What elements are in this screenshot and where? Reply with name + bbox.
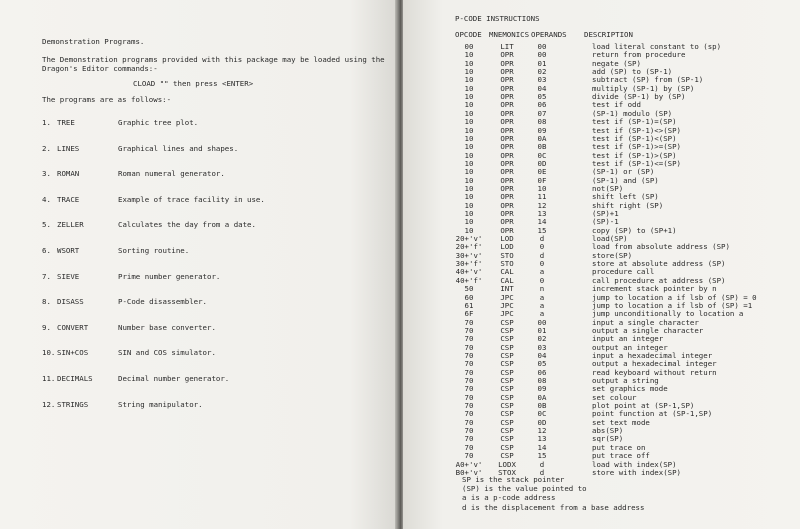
mnemonic-cell: CSP — [500, 325, 514, 335]
program-number: 8. — [42, 297, 51, 307]
operand-cell: 0 — [539, 275, 545, 285]
opcode-cell: 10 — [464, 183, 474, 193]
program-description: Decimal number generator. — [118, 374, 230, 383]
description-cell: load with index(SP) — [592, 459, 677, 469]
operand-cell: a — [539, 292, 545, 302]
mnemonic-cell: JPC — [500, 300, 514, 310]
description-cell: (SP-1) or (SP) — [592, 167, 655, 177]
opcode-cell: 10 — [464, 225, 474, 235]
description-cell: (SP)-1 — [592, 217, 619, 227]
description-cell: store(SP) — [592, 250, 633, 260]
opcode-cell: 70 — [464, 325, 474, 335]
program-name: SIEVE — [57, 271, 80, 281]
description-cell: set text mode — [592, 417, 650, 427]
mnemonic-cell: CSP — [500, 384, 514, 394]
operand-cell: 0 — [539, 242, 545, 252]
header-operands: OPERANDS — [531, 30, 567, 39]
opcode-cell: 10 — [464, 175, 474, 185]
operand-cell: 13 — [537, 209, 547, 218]
mnemonic-cell: OPR — [500, 192, 514, 202]
mnemonic-cell: OPR — [500, 75, 514, 85]
operand-cell: 0A — [537, 133, 547, 143]
opcode-cell: 10 — [464, 217, 474, 227]
operand-cell: 05 — [537, 359, 547, 369]
description-cell: output a string — [592, 376, 659, 385]
mnemonic-cell: LIT — [500, 42, 514, 51]
description-cell: (SP-1) modulo (SP) — [592, 108, 673, 118]
program-number: 5. — [42, 220, 51, 230]
operand-cell: 04 — [537, 350, 547, 360]
mnemonic-cell: OPR — [500, 217, 514, 227]
description-cell: jump to location a if lsb of (SP) = 0 — [592, 292, 757, 302]
description-cell: store with index(SP) — [592, 467, 681, 477]
mnemonic-cell: OPR — [500, 167, 514, 177]
operand-cell: 00 — [537, 50, 547, 60]
program-name: LINES — [57, 143, 80, 153]
description-cell: output an integer — [592, 342, 668, 352]
opcode-cell: 10 — [464, 209, 474, 218]
opcode-cell: 70 — [464, 392, 474, 402]
description-cell: abs(SP) — [592, 426, 624, 436]
opcode-cell: 10 — [464, 125, 474, 135]
description-cell: test if (SP-1)>(SP) — [592, 150, 677, 160]
opcode-cell: 10 — [464, 67, 474, 77]
program-number: 2. — [42, 143, 51, 153]
mnemonic-cell: CSP — [500, 426, 514, 436]
program-number: 11. — [42, 374, 56, 383]
load-command: CLOAD "" then press <ENTER> — [133, 79, 254, 88]
description-cell: negate (SP) — [592, 58, 641, 68]
mnemonic-cell: CSP — [500, 317, 514, 327]
note-line: SP is the stack pointer — [462, 475, 565, 484]
operand-cell: 09 — [537, 125, 547, 135]
program-description: Graphical lines and shapes. — [118, 143, 239, 153]
header-mnemonics: MNEMONICS — [489, 30, 530, 39]
note-line: a is a p-code address — [462, 493, 556, 503]
mnemonic-cell: LOD — [500, 242, 514, 252]
description-cell: test if (SP-1)<=(SP) — [592, 158, 681, 168]
operand-cell: 11 — [537, 192, 547, 202]
opcode-cell: 70 — [464, 417, 474, 427]
mnemonic-cell: OPR — [500, 108, 514, 118]
opcode-cell: 10 — [464, 50, 474, 60]
opcode-cell: 10 — [464, 83, 474, 93]
operand-cell: 03 — [537, 342, 547, 352]
note-line: (SP) is the value pointed to — [462, 484, 587, 494]
operand-cell: 0B — [537, 401, 547, 411]
description-cell: shift right (SP) — [592, 200, 664, 210]
mnemonic-cell: OPR — [500, 100, 514, 110]
mnemonic-cell: CAL — [500, 275, 514, 285]
program-description: Roman numeral generator. — [118, 169, 225, 179]
opcode-cell: 70 — [464, 426, 474, 436]
mnemonic-cell: OPR — [500, 117, 514, 127]
program-number: 1. — [42, 118, 51, 127]
program-name: TREE — [57, 118, 75, 127]
opcode-cell: 70 — [464, 317, 474, 327]
program-name: DISASS — [57, 297, 84, 307]
opcode-cell: 50 — [464, 284, 474, 294]
operand-cell: d — [539, 467, 545, 477]
mnemonic-cell: OPR — [500, 83, 514, 93]
opcode-cell: 70 — [464, 350, 474, 360]
program-name: ZELLER — [57, 220, 84, 230]
mnemonic-cell: OPR — [500, 225, 514, 235]
description-cell: load literal constant to (sp) — [592, 42, 722, 51]
program-description: Number base converter. — [118, 322, 216, 332]
opcode-cell: 20+'v' — [455, 234, 483, 244]
operand-cell: 01 — [537, 58, 547, 68]
description-cell: test if (SP-1)<(SP) — [592, 133, 677, 143]
operand-cell: 0B — [537, 142, 547, 152]
operand-cell: 07 — [537, 108, 547, 118]
mnemonic-cell: OPR — [500, 142, 514, 152]
program-description: Sorting routine. — [118, 246, 190, 255]
opcode-cell: 40+'f' — [455, 275, 483, 285]
description-cell: subtract (SP) from (SP-1) — [592, 75, 704, 85]
program-name: WSORT — [57, 246, 80, 255]
opcode-cell: 70 — [464, 384, 474, 394]
operand-cell: 03 — [537, 75, 547, 85]
program-description: Example of trace facility in use. — [118, 194, 265, 204]
opcode-cell: 70 — [464, 409, 474, 419]
description-cell: input a hexadecimal integer — [592, 350, 713, 360]
description-cell: increment stack pointer by n — [592, 284, 717, 294]
mnemonic-cell: STOX — [498, 467, 516, 477]
description-cell: (SP)+1 — [592, 209, 619, 218]
note-line: d is the displacement from a base address — [462, 502, 645, 512]
operand-cell: 09 — [537, 384, 547, 394]
operand-cell: a — [539, 267, 545, 277]
operand-cell: 02 — [537, 67, 547, 77]
description-cell: store at absolute address (SP) — [592, 259, 726, 269]
opcode-cell: 70 — [464, 451, 474, 461]
page-title: Demonstration Programs. — [42, 37, 145, 46]
operand-cell: 01 — [537, 325, 547, 335]
opcode-cell: 61 — [464, 300, 474, 310]
description-cell: copy (SP) to (SP+1) — [592, 225, 677, 235]
opcode-cell: 10 — [464, 92, 474, 102]
program-number: 6. — [42, 246, 51, 255]
opcode-cell: 10 — [464, 100, 474, 110]
program-description: Graphic tree plot. — [118, 118, 199, 127]
operand-cell: 05 — [537, 92, 547, 102]
program-name: ROMAN — [57, 169, 80, 179]
mnemonic-cell: OPR — [500, 209, 514, 218]
intro-line-1: The Demonstration programs provided with this package may be loaded using the — [42, 55, 385, 64]
mnemonic-cell: OPR — [500, 58, 514, 68]
description-cell: set colour — [592, 392, 637, 402]
opcode-cell: 10 — [464, 192, 474, 202]
operand-cell: 0C — [537, 409, 547, 419]
description-cell: return from procedure — [592, 50, 686, 60]
description-cell: put trace off — [592, 451, 650, 461]
mnemonic-cell: OPR — [500, 67, 514, 77]
pcode-title: P-CODE INSTRUCTIONS — [455, 14, 540, 23]
mnemonic-cell: CSP — [500, 359, 514, 369]
mnemonic-cell: LODX — [498, 459, 516, 469]
description-cell: call procedure at address (SP) — [592, 275, 726, 285]
mnemonic-cell: CSP — [500, 401, 514, 411]
opcode-cell: 70 — [464, 359, 474, 369]
opcode-cell: 20+'f' — [455, 242, 483, 252]
description-cell: test if (SP-1)>=(SP) — [592, 142, 681, 152]
description-cell: set graphics mode — [592, 384, 668, 394]
opcode-cell: 70 — [464, 434, 474, 444]
opcode-cell: 10 — [464, 167, 474, 177]
mnemonic-cell: CSP — [500, 442, 514, 452]
mnemonic-cell: CSP — [500, 376, 514, 385]
opcode-cell: 10 — [464, 117, 474, 127]
mnemonic-cell: OPR — [500, 175, 514, 185]
mnemonic-cell: INT — [500, 284, 514, 294]
operand-cell: 10 — [537, 183, 547, 193]
opcode-cell: 60 — [464, 292, 474, 302]
mnemonic-cell: OPR — [500, 200, 514, 210]
mnemonic-cell: STO — [500, 259, 514, 269]
mnemonic-cell: CSP — [500, 434, 514, 444]
program-number: 3. — [42, 169, 51, 179]
description-cell: divide (SP-1) by (SP) — [592, 92, 686, 102]
program-name: TRACE — [57, 194, 80, 204]
mnemonic-cell: CSP — [500, 451, 514, 461]
description-cell: not(SP) — [592, 183, 624, 193]
mnemonic-cell: CSP — [500, 409, 514, 419]
mnemonic-cell: OPR — [500, 183, 514, 193]
opcode-cell: 40+'v' — [455, 267, 483, 277]
operand-cell: 15 — [537, 225, 547, 235]
description-cell: read keyboard without return — [592, 367, 717, 377]
mnemonic-cell: OPR — [500, 150, 514, 160]
opcode-cell: 10 — [464, 142, 474, 152]
description-cell: sqr(SP) — [592, 434, 624, 444]
mnemonic-cell: CSP — [500, 417, 514, 427]
operand-cell: 0E — [537, 167, 547, 177]
description-cell: jump to location a if lsb of (SP) =1 — [592, 300, 753, 310]
mnemonic-cell: OPR — [500, 158, 514, 168]
program-number: 10. — [42, 348, 56, 358]
description-cell: (SP-1) and (SP) — [592, 175, 659, 185]
description-cell: procedure call — [592, 267, 655, 277]
opcode-cell: 10 — [464, 58, 474, 68]
header-description: DESCRIPTION — [584, 30, 633, 39]
mnemonic-cell: OPR — [500, 92, 514, 102]
program-name: SIN+COS — [57, 348, 89, 358]
description-cell: add (SP) to (SP-1) — [592, 67, 673, 77]
program-name: DECIMALS — [57, 374, 93, 383]
program-description: Prime number generator. — [118, 271, 221, 281]
mnemonic-cell: STO — [500, 250, 514, 260]
opcode-cell: 10 — [464, 133, 474, 143]
operand-cell: 08 — [537, 117, 547, 127]
intro-line-2: Dragon's Editor commands:- — [42, 64, 158, 73]
opcode-cell: 70 — [464, 367, 474, 377]
description-cell: input an integer — [592, 334, 664, 344]
opcode-cell: 00 — [464, 42, 474, 51]
description-cell: input a single character — [592, 317, 699, 327]
mnemonic-cell: OPR — [500, 125, 514, 135]
operand-cell: d — [539, 459, 545, 469]
opcode-cell: 70 — [464, 376, 474, 385]
operand-cell: 02 — [537, 334, 547, 344]
programs-intro: The programs are as follows:- — [42, 95, 172, 104]
program-description: P-Code disassembler. — [118, 297, 207, 307]
mnemonic-cell: CSP — [500, 367, 514, 377]
operand-cell: d — [539, 234, 545, 244]
operand-cell: 06 — [537, 367, 547, 377]
mnemonic-cell: CAL — [500, 267, 514, 277]
operand-cell: 0D — [537, 417, 547, 427]
program-number: 9. — [42, 322, 51, 332]
header-opcode: OPCODE — [455, 30, 482, 39]
opcode-cell: 10 — [464, 150, 474, 160]
operand-cell: n — [539, 284, 545, 294]
operand-cell: a — [539, 300, 545, 310]
opcode-cell: 70 — [464, 401, 474, 411]
opcode-cell: 10 — [464, 108, 474, 118]
mnemonic-cell: JPC — [500, 309, 514, 319]
opcode-cell: 10 — [464, 158, 474, 168]
operand-cell: 14 — [537, 442, 547, 452]
mnemonic-cell: CSP — [500, 392, 514, 402]
operand-cell: 0D — [537, 158, 547, 168]
description-cell: test if odd — [592, 100, 641, 110]
mnemonic-cell: OPR — [500, 50, 514, 60]
program-name: STRINGS — [57, 399, 89, 409]
description-cell: test if (SP-1)<>(SP) — [592, 125, 681, 135]
operand-cell: 00 — [537, 42, 547, 51]
opcode-cell: 10 — [464, 75, 474, 85]
mnemonic-cell: CSP — [500, 350, 514, 360]
program-description: SIN and COS simulator. — [118, 348, 216, 358]
opcode-cell: 70 — [464, 334, 474, 344]
description-cell: test if (SP-1)=(SP) — [592, 117, 677, 127]
operand-cell: 0 — [539, 259, 545, 269]
opcode-cell: A0+'v' — [455, 459, 483, 469]
operand-cell: 14 — [537, 217, 547, 227]
opcode-cell: 70 — [464, 442, 474, 452]
operand-cell: 15 — [537, 451, 547, 461]
program-number: 12. — [42, 399, 56, 409]
description-cell: multiply (SP-1) by (SP) — [592, 83, 695, 93]
operand-cell: 06 — [537, 100, 547, 110]
operand-cell: 00 — [537, 317, 547, 327]
left-page — [0, 0, 397, 529]
mnemonic-cell: CSP — [500, 334, 514, 344]
description-cell: load from absolute address (SP) — [592, 242, 730, 252]
description-cell: shift left (SP) — [592, 192, 659, 202]
operand-cell: 08 — [537, 376, 547, 385]
description-cell: jump unconditionally to location a — [592, 309, 744, 319]
operand-cell: a — [539, 309, 545, 319]
description-cell: output a hexadecimal integer — [592, 359, 717, 369]
operand-cell: 12 — [537, 200, 547, 210]
program-description: String manipulator. — [118, 399, 203, 409]
description-cell: load(SP) — [592, 234, 628, 244]
opcode-cell: 6F — [464, 309, 474, 319]
program-number: 7. — [42, 271, 51, 281]
opcode-cell: 70 — [464, 342, 474, 352]
operand-cell: d — [539, 250, 545, 260]
program-description: Calculates the day from a date. — [118, 220, 256, 230]
operand-cell: 04 — [537, 83, 547, 93]
mnemonic-cell: CSP — [500, 342, 514, 352]
operand-cell: 12 — [537, 426, 547, 436]
opcode-cell: 30+'v' — [455, 250, 483, 260]
program-name: CONVERT — [57, 322, 89, 332]
opcode-cell: 30+'f' — [455, 259, 483, 269]
operand-cell: 13 — [537, 434, 547, 444]
mnemonic-cell: JPC — [500, 292, 514, 302]
description-cell: plot point at (SP-1,SP) — [592, 401, 695, 411]
mnemonic-cell: OPR — [500, 133, 514, 143]
description-cell: put trace on — [592, 442, 646, 452]
program-number: 4. — [42, 194, 51, 204]
operand-cell: 0A — [537, 392, 547, 402]
opcode-cell: B0+'v' — [455, 467, 483, 477]
description-cell: output a single character — [592, 325, 704, 335]
mnemonic-cell: LOD — [500, 234, 514, 244]
description-cell: point function at (SP-1,SP) — [592, 409, 713, 419]
operand-cell: 0F — [537, 175, 547, 185]
operand-cell: 0C — [537, 150, 547, 160]
opcode-cell: 10 — [464, 200, 474, 210]
